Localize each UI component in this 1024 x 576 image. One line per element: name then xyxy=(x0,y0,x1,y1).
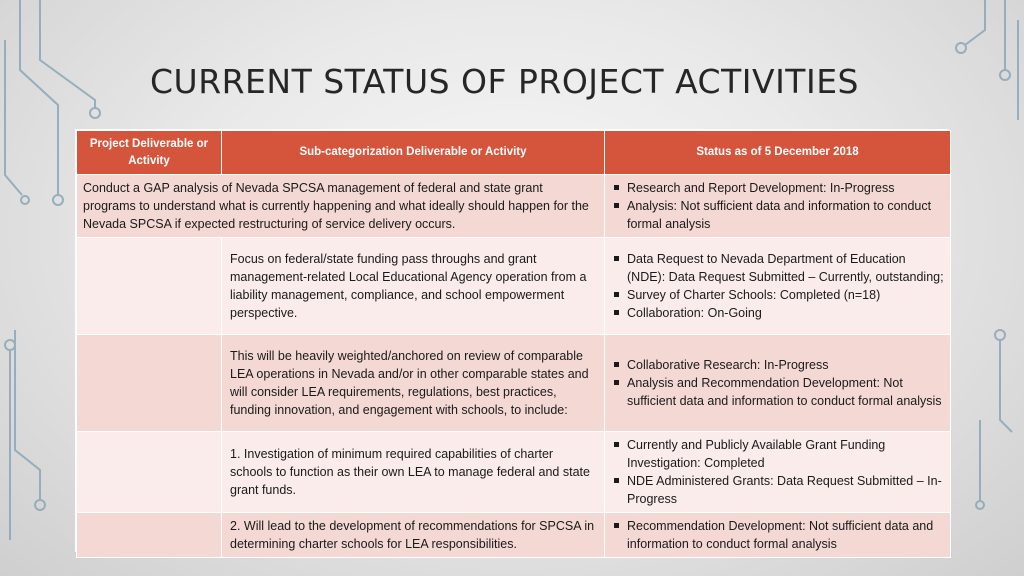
status-item: Analysis and Recommendation Development: Not sufficient data and information to conduct formal analysis xyxy=(627,374,944,410)
status-table xyxy=(75,129,949,552)
subcategory-text: Focus on federal/state funding pass throughs and grant management-related Local Educational Agency operation from a liability management, compliance, and school empowerment perspective. xyxy=(222,238,605,335)
page-title: CURRENT STATUS OF PROJECT ACTIVITIES xyxy=(150,62,859,101)
subcategory-text: This will be heavily weighted/anchored on review of comparable LEA operations in Nevada and/or in other comparable states and will consider LEA requirements, regulations, best practices, funding innovation, and engagement with schools, to include: xyxy=(222,335,605,432)
table-row xyxy=(77,175,951,238)
status-item: Data Request to Nevada Department of Education (NDE): Data Request Submitted – Currently, outstanding; xyxy=(627,252,944,284)
table-row xyxy=(77,432,951,513)
empty-cell xyxy=(77,238,222,335)
subcategory-text: 1. Investigation of minimum required capabilities of charter schools to function as their own LEA to manage federal and state grant funds. xyxy=(222,432,605,513)
status-item: Analysis: Not sufficient data and information to conduct formal analysis xyxy=(627,197,944,233)
status-cell xyxy=(605,175,951,238)
header-status: Status as of 5 December 2018 xyxy=(605,131,951,175)
status-item: Recommendation Development: Not sufficient data and information to conduct formal analysis xyxy=(627,517,944,553)
header-deliverable: Project Deliverable or Activity xyxy=(77,131,222,175)
status-item: Currently and Publicly Available Grant Funding Investigation: Completed xyxy=(627,436,944,472)
status-item: Collaboration: On-Going xyxy=(627,304,944,322)
status-item: Collaborative Research: In-Progress xyxy=(627,356,944,374)
subcategory-text: 2. Will lead to the development of recommendations for SPCSA in determining charter schools for LEA responsibilities. xyxy=(222,513,605,558)
status-item: Survey of Charter Schools: Completed (n=18) xyxy=(627,286,944,304)
status-cell xyxy=(605,513,951,558)
empty-cell xyxy=(77,432,222,513)
status-cell xyxy=(605,335,951,432)
empty-cell xyxy=(77,513,222,558)
status-item: Research and Report Development: In-Progress xyxy=(627,179,944,197)
table-row xyxy=(77,513,951,558)
deliverable-text: Conduct a GAP analysis of Nevada SPCSA management of federal and state grant programs to understand what is currently happening and what ideally should happen for the Nevada SPCSA if expected restructuring of service delivery occurs. xyxy=(77,175,605,238)
empty-cell xyxy=(77,335,222,432)
status-item: NDE Administered Grants: Data Request Submitted – In-Progress xyxy=(627,472,944,508)
status-cell xyxy=(605,432,951,513)
table-row xyxy=(77,238,951,335)
header-subcategory: Sub-categorization Deliverable or Activity xyxy=(222,131,605,175)
status-cell xyxy=(605,238,951,335)
table-row xyxy=(77,335,951,432)
